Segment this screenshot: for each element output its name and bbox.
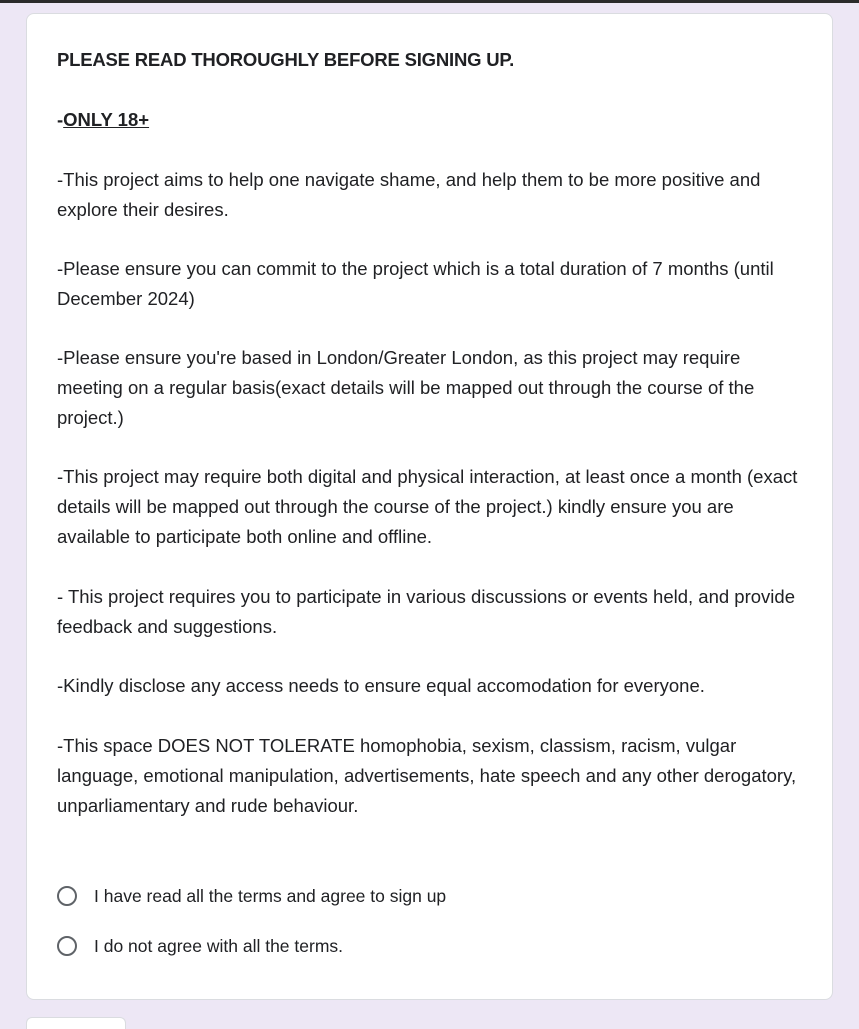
- terms-heading: PLEASE READ THOROUGHLY BEFORE SIGNING UP.: [57, 49, 515, 70]
- top-edge-bar: [0, 0, 859, 3]
- radio-circle-icon[interactable]: [57, 936, 77, 956]
- term-paragraph-participation: - This project requires you to participate in various discussions or events held, and provide feedback and suggestions.: [57, 586, 795, 637]
- term-paragraph-conduct: -This space DOES NOT TOLERATE homophobia, sexism, classism, racism, vulgar language, emotional manipulation, advertisements, hate speech and any other derogatory, unparliamentary and rude behaviour.: [57, 735, 797, 816]
- term-paragraph-duration: -Please ensure you can commit to the project which is a total duration of 7 months (until December 2024): [57, 258, 774, 309]
- term-paragraph-location: -Please ensure you're based in London/Greater London, as this project may require meeting on a regular basis(exact details will be mapped out through the course of the project.): [57, 347, 755, 428]
- term-paragraph-access-needs: -Kindly disclose any access needs to ensure equal accomodation for everyone.: [57, 675, 705, 696]
- term-paragraph-interaction: -This project may require both digital and physical interaction, at least once a month (exact details will be mapped out through the course of the project.) kindly ensure you are available to participate both online and offline.: [57, 466, 798, 547]
- age-prefix: -: [57, 109, 64, 130]
- radio-circle-icon[interactable]: [57, 886, 77, 906]
- next-card-edge: [26, 1017, 126, 1029]
- term-paragraph-purpose: -This project aims to help one navigate shame, and help them to be more positive and explore their desires.: [57, 169, 761, 220]
- radio-option-label[interactable]: I do not agree with all the terms.: [94, 935, 344, 956]
- radio-option-disagree[interactable]: [57, 930, 343, 962]
- form-question-card: [26, 13, 833, 1000]
- radio-option-label[interactable]: I have read all the terms and agree to sign up: [94, 885, 447, 906]
- age-requirement-text: ONLY 18+: [63, 109, 150, 130]
- age-requirement: [57, 105, 149, 135]
- radio-option-agree[interactable]: [57, 880, 446, 912]
